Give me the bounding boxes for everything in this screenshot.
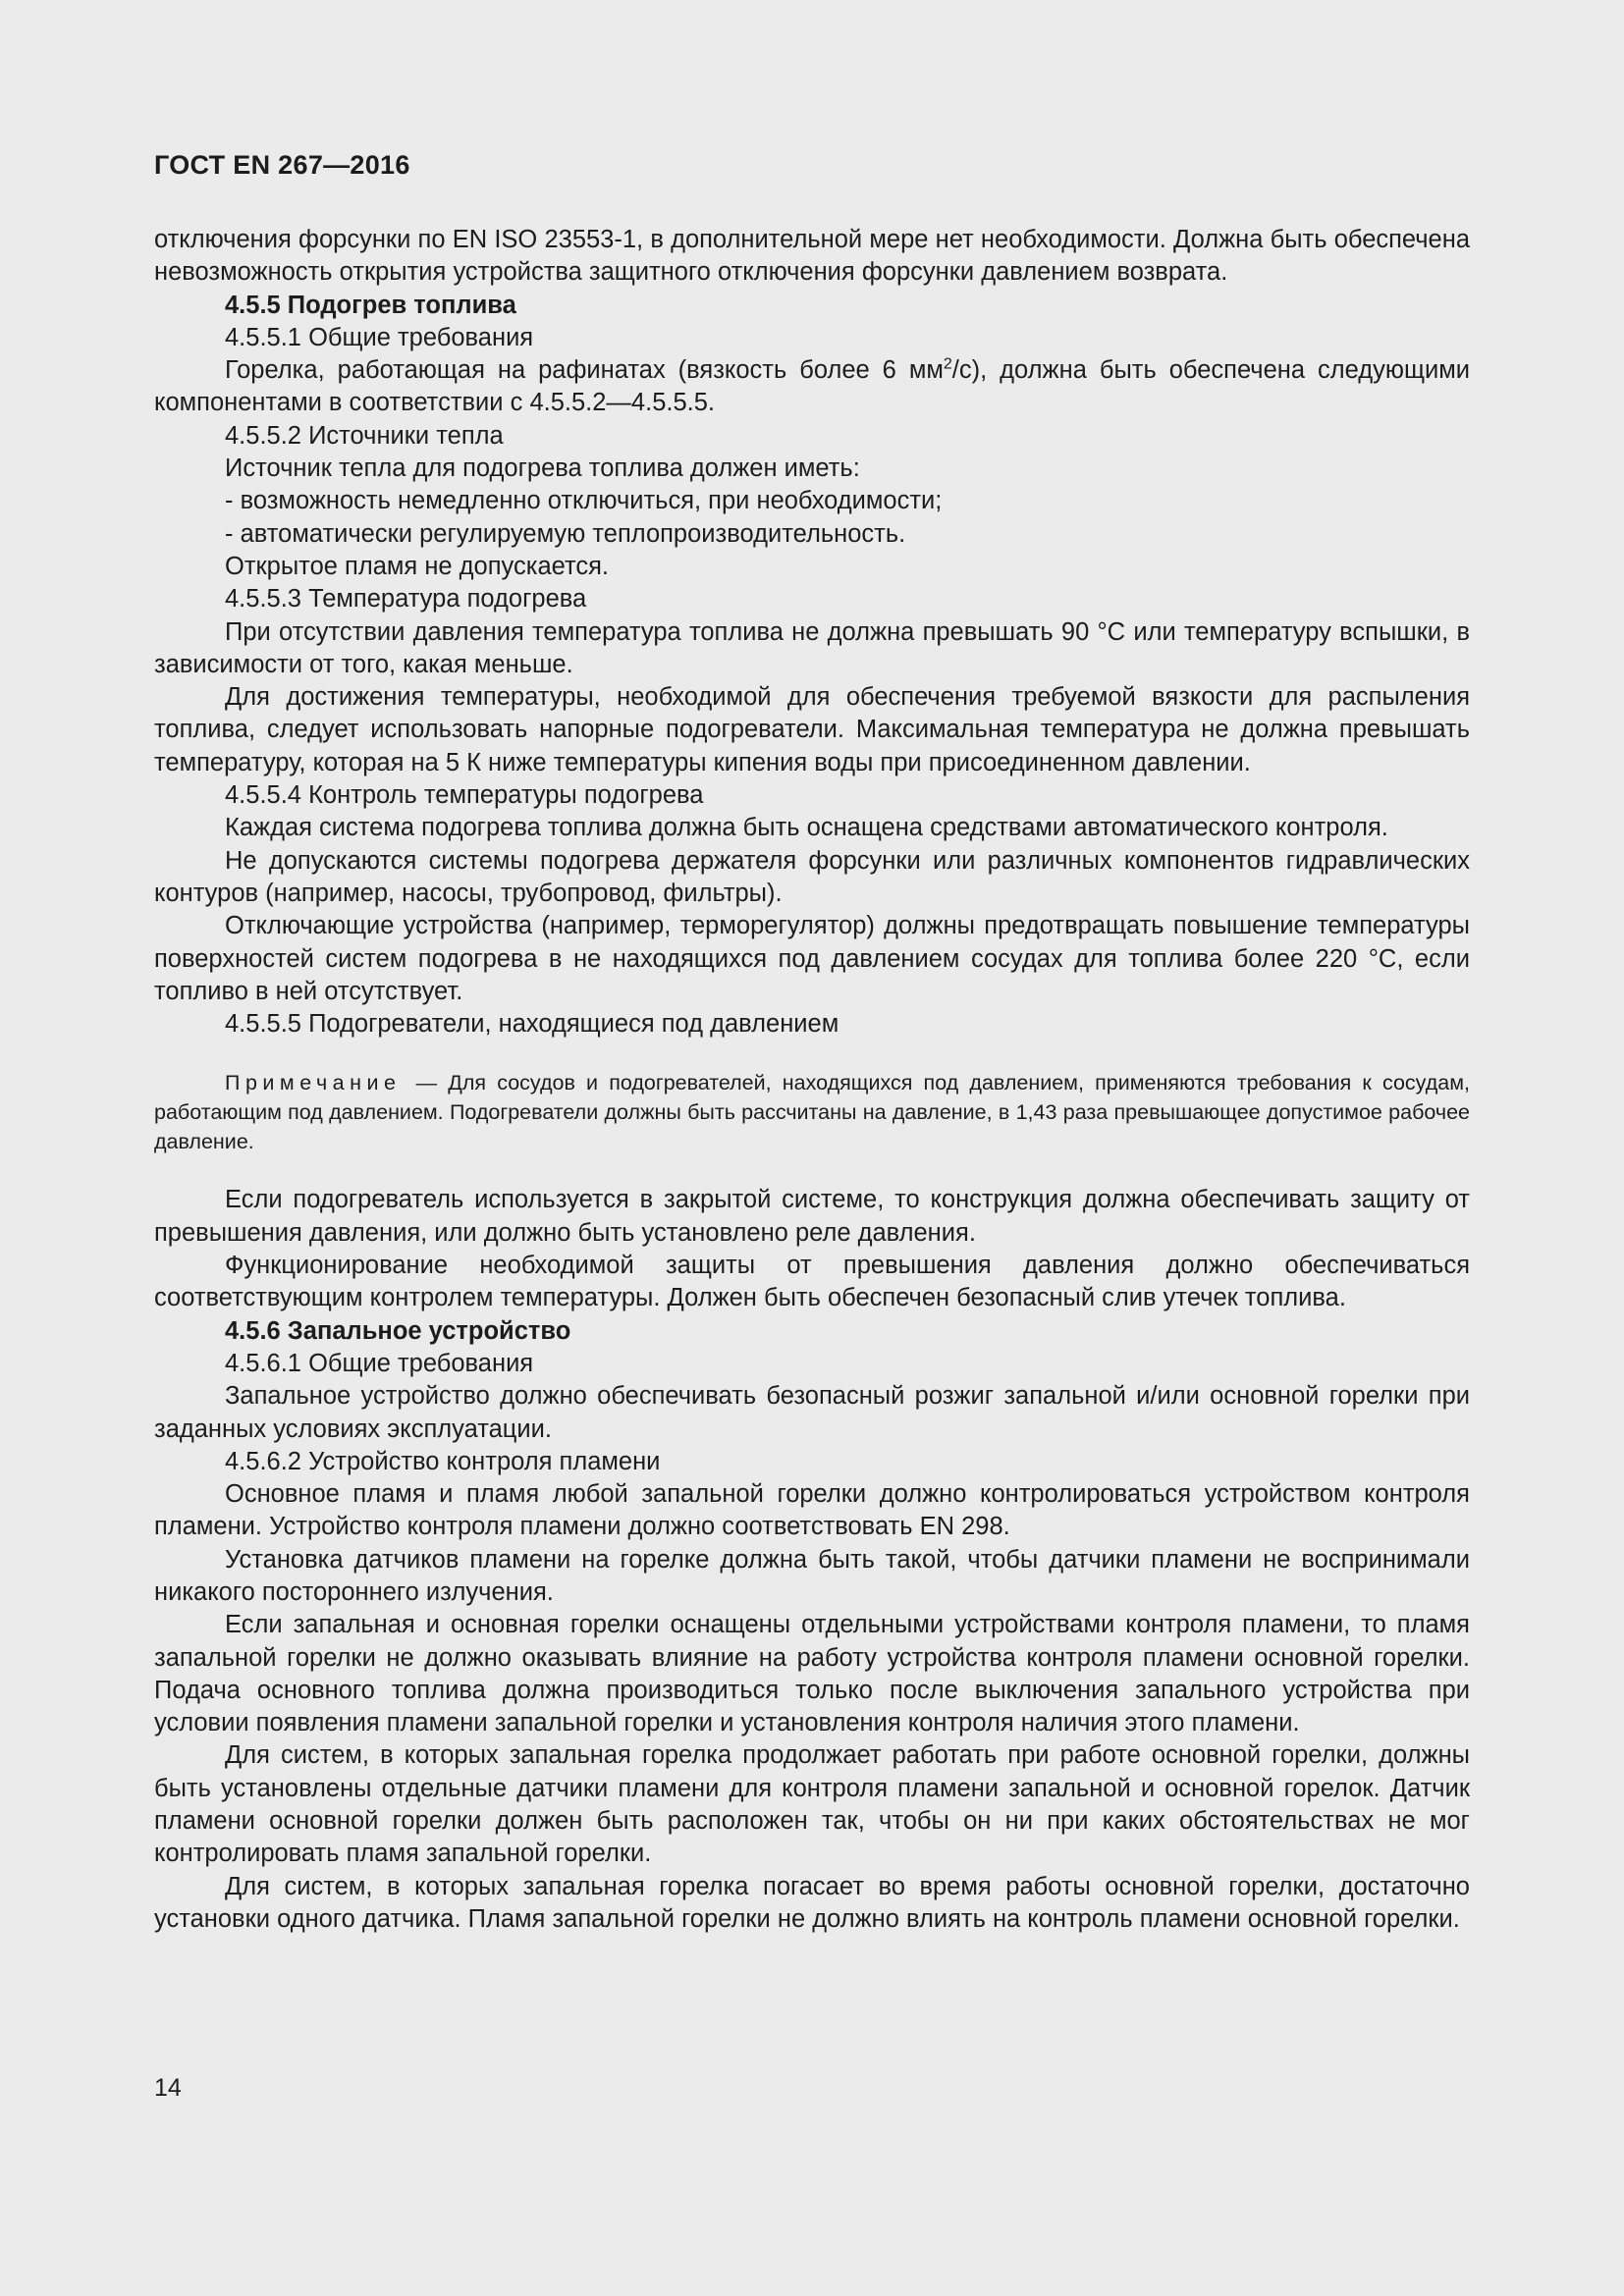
paragraph: отключения форсунки по EN ISO 23553-1, в дополнительной мере нет необходимости. Должна быть обеспечена невозможность открытия устройства защитного отключения форсунки давлением возврата. [154, 226, 1470, 287]
note-label: Примечание [225, 1071, 402, 1095]
paragraph: Для систем, в которых запальная горелка погасает во время работы основной горелки, достаточно установки одного датчика. Пламя запальной горелки не должно влиять на контроль пламени основной горелки. [154, 1872, 1470, 1933]
subsection-heading-4-5-5-3: 4.5.5.3 Температура подогрева [225, 585, 587, 614]
paragraph: Если подогреватель используется в закрытой системе, то конструкция должна обеспечивать защиту от превышения давления, или должно быть установлено реле давления. [154, 1186, 1470, 1247]
page-number: 14 [154, 2074, 182, 2102]
list-item: - автоматически регулируемую теплопроизводительность. [225, 519, 906, 548]
paragraph-text: Горелка, работающая на рафинатах (вязкость более 6 мм [225, 356, 944, 385]
paragraph [154, 354, 1470, 420]
paragraph-text: /с), должна быть обеспечена следующими компонентами в соответствии с 4.5.5.2—4.5.5.5. [154, 356, 1470, 417]
subsection-heading-4-5-6-2: 4.5.6.2 Устройство контроля пламени [225, 1447, 661, 1475]
page-body [154, 224, 1470, 1936]
paragraph: Отключающие устройства (например, терморегулятор) должны предотвращать повышение температуры поверхностей систем подогрева в не находящихся под давлением сосудах для топлива более 220 °С, если топливо в ней отсутствует. [154, 912, 1470, 1005]
paragraph: Для достижения температуры, необходимой для обеспечения требуемой вязкости для распыления топлива, следует использовать напорные подогреватели. Максимальная температура не должна превышать температуру, которая на 5 К ниже температуры кипения воды при присоединенном давлении. [154, 683, 1470, 776]
paragraph: Основное пламя и пламя любой запальной горелки должно контролироваться устройством контроля пламени. Устройство контроля пламени должно соответствовать EN 298. [154, 1480, 1470, 1541]
paragraph: Для систем, в которых запальная горелка продолжает работать при работе основной горелки, должны быть установлены отдельные датчики пламени для контроля пламени запальной и основной горелок. Датчик пламени основной горелки должен быть расположен так, чтобы он ни при каких обстоятельствах не мог контролировать пламя запальной горелки. [154, 1741, 1470, 1868]
paragraph: Источник тепла для подогрева топлива должен иметь: [225, 454, 860, 483]
subsection-heading-4-5-5-4: 4.5.5.4 Контроль температуры подогрева [225, 781, 704, 810]
paragraph: Не допускаются системы подогрева держателя форсунки или различных компонентов гидравлических контуров (например, насосы, трубопровод, фильтры). [154, 846, 1470, 907]
superscript: 2 [943, 355, 952, 373]
paragraph: Функционирование необходимой защиты от превышения давления должно обеспечиваться соответствующим контролем температуры. Должен быть обеспечен безопасный слив утечек топлива. [154, 1252, 1470, 1312]
document-header: ГОСТ EN 267—2016 [154, 150, 410, 180]
paragraph: Если запальная и основная горелки оснащены отдельными устройствами контроля пламени, то пламя запальной горелки не должно оказывать влияние на работу устройства контроля пламени основной горелки. Подача основного топлива должна производиться только после выключения запального устройства при условии появления пламени запальной горелки и установления контроля наличия этого пламени. [154, 1611, 1470, 1737]
section-heading-4-5-6: 4.5.6 Запальное устройство [225, 1316, 571, 1345]
section-heading-4-5-5: 4.5.5 Подогрев топлива [225, 291, 516, 319]
subsection-heading-4-5-5-5: 4.5.5.5 Подогреватели, находящиеся под давлением [225, 1010, 839, 1039]
paragraph: Установка датчиков пламени на горелке должна быть такой, чтобы датчики пламени не воспринимали никакого постороннего излучения. [154, 1545, 1470, 1606]
paragraph: При отсутствии давления температура топлива не должна превышать 90 °С или температуру вспышки, в зависимости от того, какая меньше. [154, 617, 1470, 678]
note-block [154, 1068, 1470, 1156]
subsection-heading-4-5-5-1: 4.5.5.1 Общие требования [225, 323, 534, 351]
note-text: — Для сосудов и подогревателей, находящихся под давлением, применяются требования к сосудам, работающим под давлением. Подогреватели должны быть рассчитаны на давление, в 1,43 раза превышающее допустимое рабочее давление. [154, 1071, 1470, 1154]
list-item: - возможность немедленно отключиться, при необходимости; [225, 487, 943, 515]
subsection-heading-4-5-5-2: 4.5.5.2 Источники тепла [225, 421, 504, 450]
paragraph: Запальное устройство должно обеспечивать безопасный розжиг запальной и/или основной горелки при заданных условиях эксплуатации. [154, 1382, 1470, 1443]
paragraph: Каждая система подогрева топлива должна быть оснащена средствами автоматического контроля. [225, 814, 1388, 842]
subsection-heading-4-5-6-1: 4.5.6.1 Общие требования [225, 1349, 534, 1377]
paragraph: Открытое пламя не допускается. [225, 552, 610, 580]
